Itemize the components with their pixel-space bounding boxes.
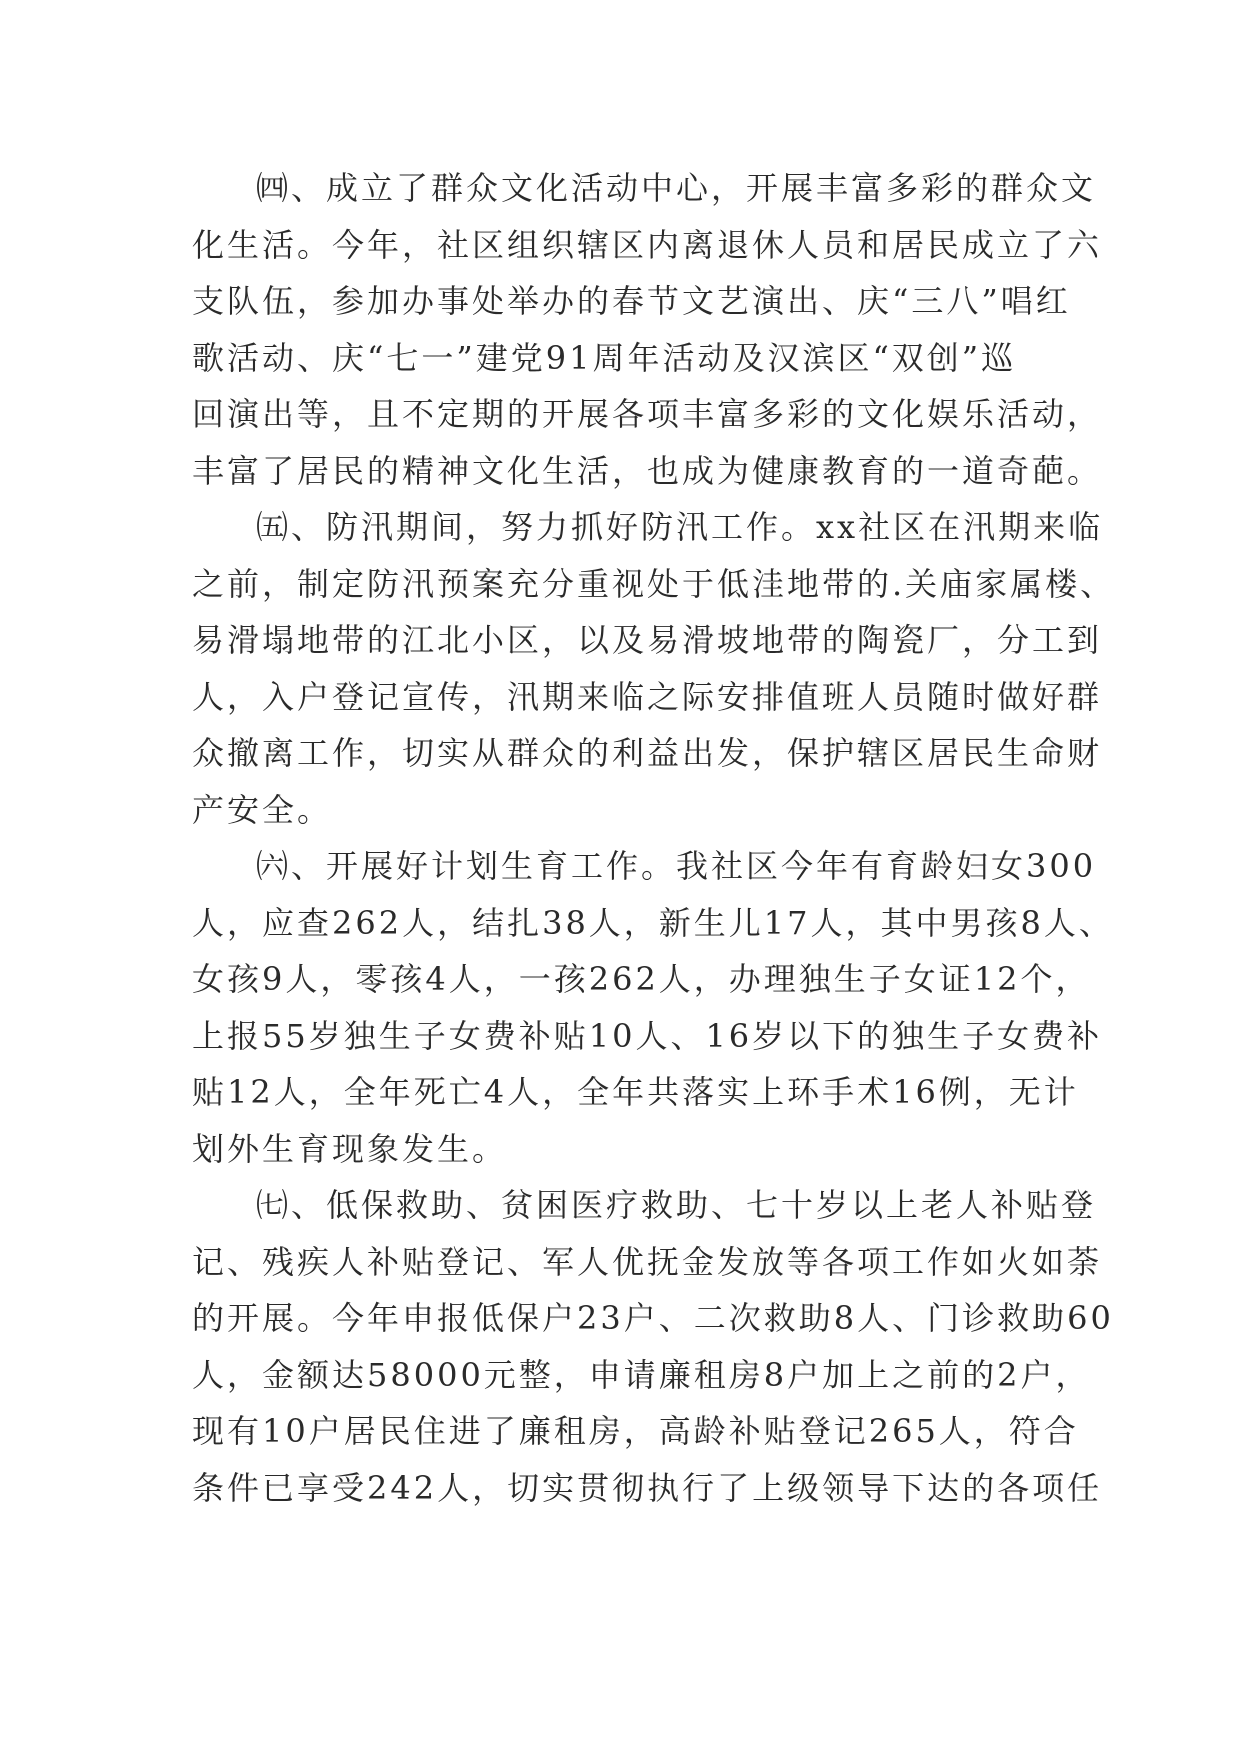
text-line: 现有10户居民住进了廉租房，高龄补贴登记265人，符合 [192,1412,1079,1450]
text-line: 贴12人，全年死亡4人，全年共落实上环手术16例，无计 [192,1073,1079,1111]
text-line: 化生活。今年，社区组织辖区内离退休人员和居民成立了六 [192,225,1103,264]
text-line: 上报55岁独生子女费补贴10人、16岁以下的独生子女费补 [192,1016,1103,1055]
text-line: ㈦、低保救助、贫困医疗救助、七十岁以上老人补贴登 [256,1186,1097,1224]
text-line: 回演出等，且不定期的开展各项丰富多彩的文化娱乐活动， [192,395,1103,433]
text-line: 支队伍，参加办事处举办的春节文艺演出、庆“三八”唱红 [192,282,1071,320]
text-line: 之前，制定防汛预案充分重视处于低洼地带的.关庙家属楼、 [192,564,1116,603]
paragraph-6 [192,838,1114,1177]
text-line: 人，入户登记宣传，汛期来临之际安排值班人员随时做好群 [192,677,1103,716]
text-line: 的开展。今年申报低保户23户、二次救助8人、门诊救助60 [192,1299,1114,1337]
text-line: ㈤、防汛期间，努力抓好防汛工作。xx社区在汛期来临 [256,508,1104,546]
text-line: 易滑塌地带的江北小区，以及易滑坡地带的陶瓷厂，分工到 [192,621,1103,659]
text-line: 划外生育现象发生。 [192,1129,508,1168]
text-line: 丰富了居民的精神文化生活，也成为健康教育的一道奇葩。 [192,451,1103,490]
text-line: 人，应查262人，结扎38人，新生儿17人，其中男孩8人、 [192,903,1114,942]
document-body [192,160,1116,1516]
text-line: ㈣、成立了群众文化活动中心，开展丰富多彩的群众文 [256,169,1097,207]
text-line: 记、残疾人补贴登记、军人优抚金发放等各项工作如火如荼 [192,1242,1103,1281]
paragraph-5 [192,499,1116,838]
text-line: ㈥、开展好计划生育工作。我社区今年有育龄妇女300 [256,847,1097,885]
paragraph-7 [192,1177,1114,1516]
text-line: 女孩9人，零孩4人，一孩262人，办理独生子女证12个， [192,960,1091,998]
text-line: 歌活动、庆“七一”建党91周年活动及汉滨区“双创”巡 [192,338,1017,377]
text-line: 产安全。 [192,790,333,829]
paragraph-4 [192,160,1103,499]
text-line: 人，金额达58000元整，申请廉租房8户加上之前的2户， [192,1355,1091,1394]
text-line: 条件已享受242人，切实贯彻执行了上级领导下达的各项任 [192,1468,1103,1507]
text-line: 众撤离工作，切实从群众的利益出发，保护辖区居民生命财 [192,734,1103,772]
